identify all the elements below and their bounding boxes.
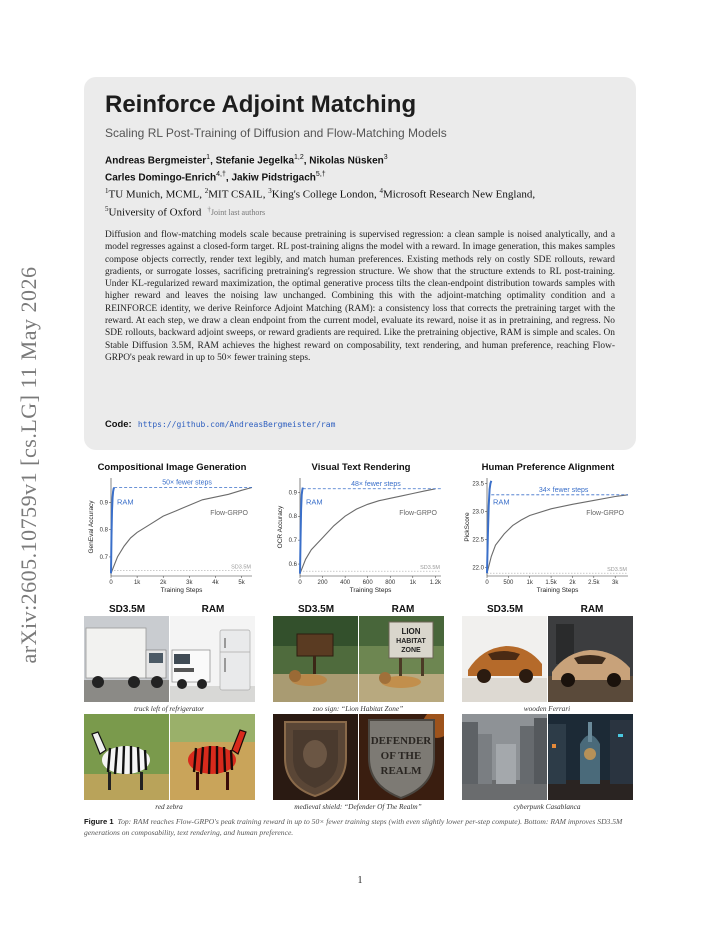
- header-box: [84, 77, 636, 450]
- caption-shield: medieval shield: “Defender Of The Realm”: [294, 802, 422, 811]
- x-tick-label: 5k: [238, 580, 245, 586]
- author-name: Andreas Bergmeister: [105, 155, 207, 167]
- paper-subtitle: Scaling RL Post-Training of Diffusion and Flow-Matching Models: [105, 126, 447, 140]
- y-tick-label: 22.0: [472, 565, 484, 572]
- svg-text:DEFENDER: DEFENDER: [370, 735, 432, 747]
- arxiv-identifier: arXiv:2605.10759v1 [cs.LG] 11 May 2026: [16, 266, 41, 664]
- figure-label: Figure 1: [84, 817, 114, 826]
- svg-text:REALM: REALM: [380, 765, 422, 777]
- baseline-label: SD3.5M: [607, 567, 627, 574]
- chart-title: Human Preference Alignment: [481, 462, 615, 473]
- chart-title: Compositional Image Generation: [97, 462, 247, 473]
- image-shield-ram: [359, 714, 444, 800]
- arxiv-sidebar: [14, 250, 44, 680]
- y-axis-label: OCR Accuracy: [277, 505, 284, 549]
- x-tick-label: 1.2k: [429, 580, 442, 586]
- x-tick-label: 400: [340, 580, 351, 586]
- series-label-ram: RAM: [117, 497, 134, 507]
- column-header-ram: RAM: [201, 604, 225, 615]
- series-label-flow-grpo: Flow-GRPO: [586, 510, 624, 518]
- column-header-ram: RAM: [391, 604, 415, 615]
- image-zoo-sign-ram: [359, 616, 444, 702]
- image-casablanca-sd35m: [462, 714, 547, 800]
- x-tick-label: 200: [317, 580, 328, 586]
- y-tick-label: 0.6: [288, 562, 297, 569]
- y-tick-label: 23.0: [472, 509, 484, 516]
- caption-zoo-sign: zoo sign: “Lion Habitat Zone”: [312, 704, 404, 713]
- y-tick-label: 0.9: [288, 490, 297, 497]
- paper-title: Reinforce Adjoint Matching: [105, 91, 417, 118]
- speedup-annotation: 50× fewer steps: [162, 479, 212, 487]
- x-tick-label: 1.5k: [545, 580, 557, 586]
- series-label-ram: RAM: [306, 497, 323, 507]
- y-tick-label: 0.9: [99, 500, 108, 507]
- image-ferrari-ram: [548, 616, 633, 702]
- code-label: Code:: [105, 418, 132, 429]
- baseline-label: SD3.5M: [420, 565, 440, 572]
- column-header-ram: RAM: [580, 604, 604, 615]
- y-tick-label: 0.8: [288, 514, 297, 521]
- x-tick-label: 4k: [212, 580, 219, 586]
- chart-text-rendering: [273, 460, 449, 600]
- y-tick-label: 0.7: [288, 538, 297, 545]
- chart-compositional: [84, 460, 260, 600]
- image-truck-ram: [170, 616, 255, 702]
- caption-casablanca: cyberpunk Casablanca: [513, 802, 581, 811]
- page-number: 1: [357, 875, 363, 886]
- column-header-sd35m: SD3.5M: [108, 604, 146, 615]
- image-zebra-sd35m: [84, 714, 169, 800]
- x-axis-label: Training Steps: [160, 587, 203, 594]
- speedup-annotation: 48× fewer steps: [351, 480, 401, 488]
- code-link[interactable]: https://github.com/AndreasBergmeister/ram: [137, 420, 336, 429]
- x-tick-label: 2.5k: [588, 580, 600, 586]
- image-zebra-ram: [170, 714, 255, 800]
- x-tick-label: 0: [109, 580, 113, 586]
- image-casablanca-ram: [548, 714, 633, 800]
- x-tick-label: 1k: [526, 580, 533, 586]
- caption-zebra: red zebra: [155, 802, 183, 811]
- y-axis-label: PickScore: [464, 512, 471, 542]
- image-truck-sd35m: [84, 616, 169, 702]
- y-tick-label: 0.7: [99, 554, 108, 561]
- series-label-ram: RAM: [493, 497, 510, 507]
- x-tick-label: 0: [485, 580, 489, 586]
- abstract: Diffusion and flow-matching models scale because pretraining is supervised regression: a clean sample is noised analytically, and a model regresses against a closed-form target. RL post-training aligns the model with a reward. In image generation, this makes samples compose objects correctly, render text legibly, and match human preferences. Existing methods rely on costly SDE rollouts, reward gradients, or surrogate losses, sacrificing pretraining's regression structure. We show that the structure extends to RL post-training. Under KL-regularized reward maximization, the optimal generative process tilts the clean-endpoint distribution towards samples with higher reward and leaves the noising law unchanged. Combining this with the adjoint-matching optimality condition and a REINFORCE identity, we derive Reinforce Adjoint Matching (RAM): a consistency loss that corrects the pretraining target with the reward. At each step, we draw a clean endpoint from the current model, evaluate its reward, noise it as in pretraining, and regress. No SDE rollouts, backward adjoint sweeps, or reward gradients are required. Like the pretraining objective, RAM is simple and scales. On Stable Diffusion 3.5M, RAM achieves the highest reward on composability, text rendering, and human preference, reaching Flow-GRPO's peak reward in up to 50× fewer training steps.: [105, 230, 615, 363]
- chart-title: Visual Text Rendering: [311, 462, 411, 473]
- y-tick-label: 0.8: [99, 527, 108, 534]
- x-tick-label: 1k: [409, 580, 416, 586]
- author-name: Jakiw Pidstrigach: [231, 172, 316, 184]
- image-zoo-sign-sd35m: [273, 616, 358, 702]
- series-line-ram: [300, 488, 303, 574]
- series-line-ram: [111, 488, 114, 574]
- svg-text:OF THE: OF THE: [380, 750, 422, 762]
- svg-text:HABITAT: HABITAT: [396, 638, 426, 645]
- image-ferrari-sd35m: [462, 616, 547, 702]
- x-tick-label: 500: [503, 580, 514, 586]
- y-tick-label: 22.5: [472, 537, 484, 544]
- speedup-annotation: 34× fewer steps: [538, 486, 589, 494]
- x-tick-label: 2k: [569, 580, 576, 586]
- code-line: [105, 418, 335, 430]
- author-name: Stefanie Jegelka: [215, 155, 294, 167]
- x-tick-label: 0: [298, 580, 302, 586]
- affiliations: $^1$TU Munich, MCML, $^2$MIT CSAIL, $^3$King's College London, $^4$Microsoft Research New England, $^5$University of Oxford †Joint last authors: [105, 187, 536, 219]
- svg-text:LION: LION: [401, 627, 421, 636]
- svg-text:ZONE: ZONE: [401, 647, 421, 654]
- series-line-flow-grpo: [487, 495, 628, 573]
- figure-caption-text: Top: RAM reaches Flow-GRPO's peak training reward in up to 50× fewer training steps (with even slightly lower per-step compute). Bottom: RAM improves SD3.5M generations on composability, text rendering, and human preference.: [84, 817, 623, 837]
- x-axis-label: Training Steps: [349, 587, 392, 594]
- x-tick-label: 1k: [133, 580, 141, 586]
- column-header-sd35m: SD3.5M: [297, 604, 335, 615]
- column-header-sd35m: SD3.5M: [486, 604, 524, 615]
- caption-ferrari: wooden Ferrari: [523, 704, 571, 713]
- author-list: Andreas Bergmeister$^1$, Stefanie Jegelka$^{1,2}$, Nikolas Nüsken$^3$ Carles Domingo-Enrich$^{4,\dagger}$, Jakiw Pidstrigach$^{5,\dagger}$: [105, 154, 388, 184]
- x-tick-label: 3k: [612, 580, 619, 586]
- chart-human-preference: [460, 460, 636, 600]
- x-tick-label: 2k: [160, 580, 167, 586]
- baseline-label: SD3.5M: [231, 564, 251, 571]
- y-axis-label: GenEval Accuracy: [88, 500, 95, 554]
- x-tick-label: 3k: [186, 580, 193, 586]
- y-tick-label: 23.5: [472, 481, 484, 488]
- x-tick-label: 800: [385, 580, 396, 586]
- image-shield-sd35m: [273, 714, 358, 800]
- x-axis-label: Training Steps: [536, 587, 579, 594]
- figure-caption: [84, 817, 636, 838]
- author-name: Carles Domingo-Enrich: [105, 172, 217, 184]
- series-label-flow-grpo: Flow-GRPO: [399, 510, 437, 518]
- joint-authors-note: †Joint last authors: [207, 205, 266, 218]
- author-name: Nikolas Nüsken: [309, 155, 384, 167]
- series-label-flow-grpo: Flow-GRPO: [210, 510, 248, 518]
- caption-truck: truck left of refrigerator: [133, 704, 205, 713]
- x-tick-label: 600: [362, 580, 373, 586]
